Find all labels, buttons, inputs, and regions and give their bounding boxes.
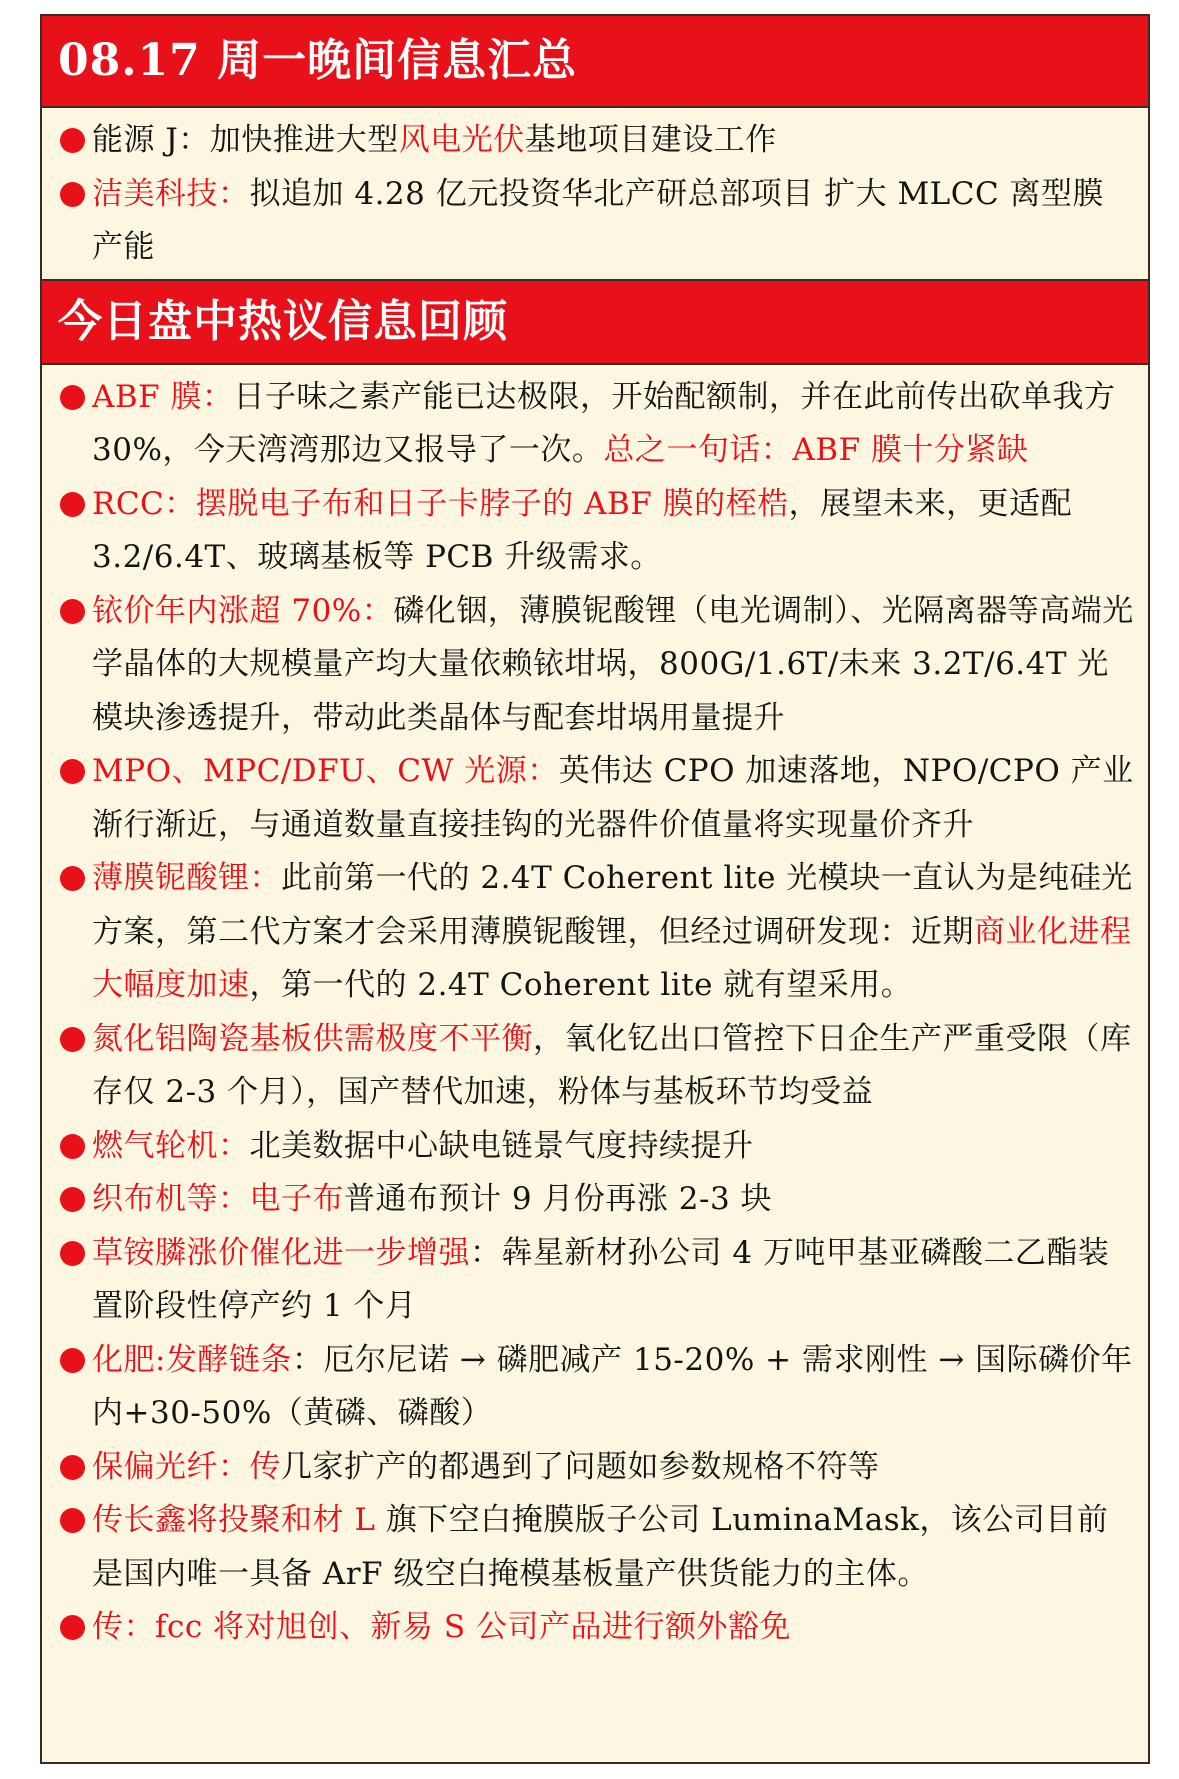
bullet-icon: [60, 1348, 85, 1373]
highlight-text: 氮化铝陶瓷基板供需极度不平衡: [92, 1020, 533, 1057]
highlight-text: 风电光伏: [398, 122, 525, 158]
highlight-text: 洁美科技：: [92, 175, 250, 212]
bullet-icon: [60, 182, 85, 207]
item-text: 普通布预计 9 月份再涨 2-3 块: [344, 1181, 773, 1217]
news-item: [60, 114, 1134, 168]
highlight-text: RCC：摆脱电子布和日子卡脖子的 ABF 膜的桎梏: [92, 485, 789, 522]
news-item: [60, 371, 1134, 478]
highlight-text: 草铵膦涨价催化进一步增强: [92, 1234, 470, 1271]
item-text: 几家扩产的都遇到了问题如参数规格不符等: [281, 1448, 880, 1485]
highlight-text: MPO、MPC/DFU、CW 光源：: [92, 753, 559, 789]
item-text: ，氧化钇出口管控下日企生产严重受限（库存仅 2-3 个月），国产替代加速，粉体与基板环节均受益: [92, 1020, 1132, 1110]
news-item: [60, 1601, 1134, 1655]
review-header: 今日盘中热议信息回顾: [42, 279, 1148, 365]
bullet-icon: [60, 866, 85, 891]
news-item: [60, 745, 1134, 852]
news-summary-card: [40, 14, 1150, 1764]
item-text: 磷化铟，薄膜铌酸锂（电光调制）、光隔离器等高端光学晶体的大规模量产均大量依赖铱坩埚，800G/1.6T/未来 3.2T/6.4T 光模块渗透提升，带动此类晶体与配套坩埚用量提升: [92, 592, 1134, 736]
item-text: 旗下空白掩膜版子公司 LuminaMask，该公司目前是国内唯一具备 ArF 级空白掩模基板量产供货能力的主体。: [92, 1502, 1109, 1592]
item-text: 此前第一代的 2.4T Coherent lite 光模块一直认为是纯硅光方案，第二代方案才会采用薄膜铌酸锂，但经过调研发现：近期: [92, 860, 1133, 950]
news-item: [60, 1494, 1134, 1601]
news-item: [60, 1013, 1134, 1120]
news-item: [60, 585, 1134, 746]
item-text: 拟追加 4.28 亿元投资华北产研总部项目 扩大 MLCC 离型膜产能: [92, 175, 1105, 265]
highlight-text: 化肥:发酵链条: [92, 1341, 292, 1378]
news-item: [60, 1120, 1134, 1174]
news-item: [60, 478, 1134, 585]
highlight-text: 传：fcc 将对旭创、新易 S 公司产品进行额外豁免: [92, 1609, 791, 1645]
highlight-text: 商业化进程大幅度加速: [92, 913, 1132, 1003]
evening-summary-header: 08.17 周一晚间信息汇总: [42, 16, 1148, 108]
evening-items-list: [42, 108, 1148, 279]
item-text: ，展望未来，更适配 3.2/6.4T、玻璃基板等 PCB 升级需求。: [92, 485, 1073, 575]
bullet-icon: [60, 385, 85, 410]
highlight-text: ABF 膜：: [92, 378, 234, 415]
bullet-icon: [60, 599, 85, 624]
bullet-icon: [60, 1134, 85, 1159]
news-item: [60, 168, 1134, 275]
item-text: 英伟达 CPO 加速落地，NPO/CPO 产业渐行渐近，与通道数量直接挂钩的光器件价值量将实现量价齐升: [92, 753, 1134, 843]
item-text: ：厄尔尼诺 → 磷肥减产 15-20% + 需求刚性 → 国际磷价年内+30-50%（黄磷、磷酸）: [92, 1341, 1133, 1431]
news-item: [60, 1173, 1134, 1227]
highlight-text: 薄膜铌酸锂：: [92, 860, 281, 896]
review-items-list: [42, 365, 1148, 1659]
highlight-text: 织布机等：电子布: [92, 1181, 344, 1217]
news-item: [60, 1441, 1134, 1495]
news-item: [60, 852, 1134, 1013]
bullet-icon: [60, 492, 85, 517]
bullet-icon: [60, 1241, 85, 1266]
item-text: 基地项目建设工作: [524, 122, 777, 158]
highlight-text: 传长鑫将投聚和材 L: [92, 1502, 376, 1538]
bullet-icon: [60, 1508, 85, 1533]
bullet-icon: [60, 128, 85, 153]
highlight-text: 保偏光纤：传: [92, 1448, 281, 1485]
bullet-icon: [60, 1455, 85, 1480]
item-text: ，第一代的 2.4T Coherent lite 就有望采用。: [249, 967, 913, 1003]
highlight-text: 铱价年内涨超 70%：: [92, 592, 394, 629]
item-text: 日子味之素产能已达极限，开始配额制，并在此前传出砍单我方 30%，今天湾湾那边又报导了一次。: [92, 378, 1116, 468]
item-text: ：犇星新材孙公司 4 万吨甲基亚磷酸二乙酯装置阶段性停产约 1 个月: [92, 1234, 1110, 1324]
highlight-text: 燃气轮机：: [92, 1127, 250, 1164]
item-text: 北美数据中心缺电链景气度持续提升: [249, 1127, 754, 1164]
news-item: [60, 1334, 1134, 1441]
bullet-icon: [60, 1027, 85, 1052]
bullet-icon: [60, 1615, 85, 1640]
news-item: [60, 1227, 1134, 1334]
bullet-icon: [60, 759, 85, 784]
bullet-icon: [60, 1187, 85, 1212]
item-text: 能源 J：加快推进大型: [92, 122, 399, 158]
highlight-text: 总之一句话：ABF 膜十分紧缺: [603, 432, 1029, 468]
